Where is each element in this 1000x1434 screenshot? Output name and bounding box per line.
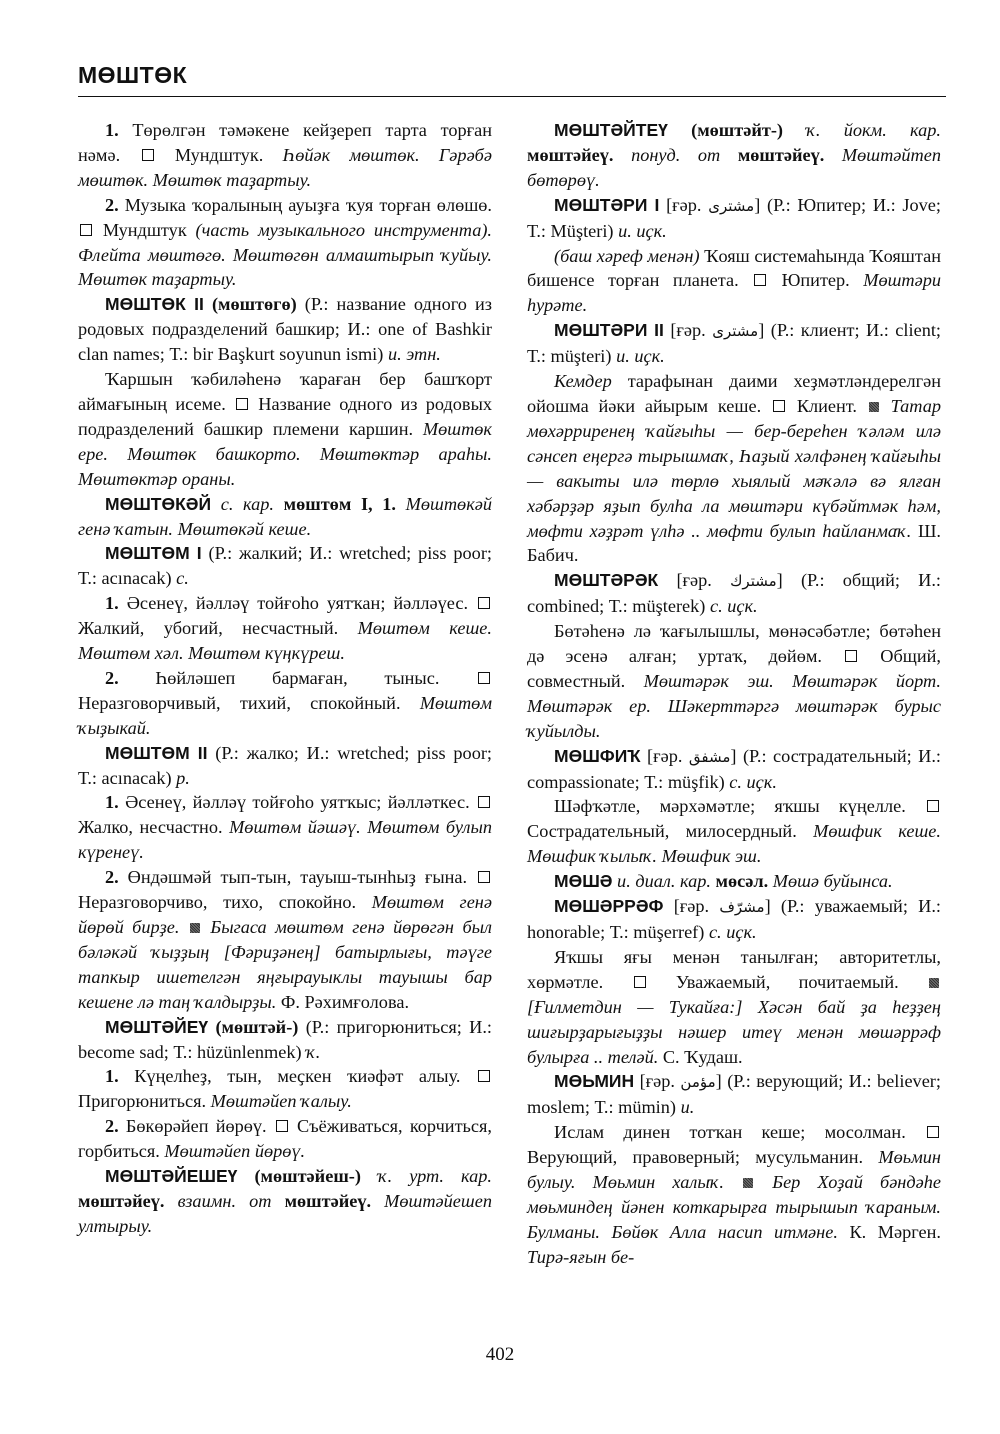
literary-example-marker-icon — [743, 1178, 753, 1188]
headword-entry: МӨШТӨМ I (Р.: жалкий; И.: wretched; piss poor; Т.: acınacak) с. — [78, 543, 492, 589]
russian-equivalent-marker-icon — [236, 398, 248, 410]
russian-equivalent-marker-icon — [478, 796, 490, 808]
headword: МӨШТӨК II — [105, 294, 204, 315]
entry-paragraph: Шәфҡәтле, мәрхәмәтле; яҡшы күңелле. Сострадательный, милосердный. Мөшфик кеше. Мөшфик ҡылыҡ. Мөшфик эш. — [527, 796, 941, 867]
russian-equivalent-marker-icon — [80, 224, 92, 236]
entry-paragraph: 1. Күңелһеҙ, тын, меҫкен ҡиәфәт алыу. Пригорюниться. Мөштәйеп ҡалыу. — [78, 1064, 492, 1114]
headword-entry: МӨШТӘРИ I [ғәр. مشترى] (Р.: Юпитер; И.: Jove; Т.: Müşteri) и. иҫк. — [527, 194, 941, 241]
headword: МӨШТӨКӘЙ — [105, 493, 212, 514]
entry-paragraph: 2. Музыка ҡоралының ауыҙға ҡуя торған өлөшө. Мундштук (часть музыкального инструмента). Флейта мөштөгө. Мөштөгөн алмаштырып ҡуйыу. Мөштөк таҙартыу. — [78, 194, 492, 290]
entry-paragraph: (баш хәреф менән) Ҡояш системаһында Ҡояштан бишенсе торған планета. Юпитер. Мөштәри һурәте. — [527, 245, 941, 316]
arabic-etymon: مشترى — [708, 196, 755, 215]
headword: МӨШӘ — [554, 871, 613, 892]
arabic-etymon: مشترك — [730, 572, 777, 591]
entry-paragraph: Кемдер тарафынан даими хеҙмәтләндерелгән ойошма йәки айырым кеше. Клиент. Татар мөхәрриренең ҡайғыһы — бер-береһен ҡәләм илә сәнсеп еңергә тырышмаҡ, Һаҙый хәлфәнең ҡайғыһы — вакыты илә төрлө хыялый мәҡәлә вә ялған хәбәрҙәр яҙып булһа ла мөштәри күбәйтмәк һәм, мөфти хәҙрәт үлһә .. мөфти булып һайланмаҡ. Ш. Бабич. — [527, 371, 942, 566]
headword-entry: МӨШӘ и. диал. кар. мөсәл. Мөшә буйынса. — [554, 871, 893, 892]
headword: МӨЬМИН — [554, 1071, 635, 1092]
russian-equivalent-marker-icon — [754, 274, 766, 286]
left-column — [78, 118, 492, 1239]
page-number: 402 — [485, 1344, 515, 1365]
russian-equivalent-marker-icon — [634, 976, 646, 988]
headword: МӨШТӘРИ II — [554, 320, 664, 341]
entry-paragraph: 2. Һөйләшеп бармаған, тыныс. Неразговорчивый, тихий, спокойный. Мөштөм ҡыҙыкай. — [78, 667, 492, 738]
arabic-etymon: مشفق — [688, 747, 731, 766]
russian-equivalent-marker-icon — [927, 800, 939, 812]
literary-example-marker-icon — [929, 978, 939, 988]
entry-paragraph: 1. Әсенеү, йәлләү тойғоһо уятҡан; йәлләүес. Жалкий, убогий, несчастный. Мөштөм кеше. Мөштөм хәл. Мөштөм күңкүреш. — [78, 593, 492, 664]
russian-equivalent-marker-icon — [478, 672, 490, 684]
headword: МӨШТӨМ I — [105, 543, 202, 564]
arabic-etymon: مؤمن — [680, 1073, 716, 1092]
headword: МӨШТӘЙЕШЕҮ — [105, 1166, 238, 1187]
literary-example-marker-icon — [190, 923, 200, 933]
arabic-etymon: مشترى — [712, 322, 759, 341]
russian-equivalent-marker-icon — [142, 149, 154, 161]
entry-paragraph: Ҡаршын ҡәбиләһенә ҡараған бер башҡорт аймағының исеме. Название одного из родовых подразделений башкир племени каршин. Мөштөк ере. Мөштөк башкорто. Мөштөктәр араһы. Мөштөктәр ораны. — [78, 369, 492, 489]
entry-paragraph: 2. Өндәшмәй тып-тын, тауыш-тынһыҙ ғына. Неразговорчиво, тихо, спокойно. Мөштөм генә йөрөй бирҙе. Быгаса мөштөм генә йөрөгән был бәләкәй ҡыҙҙың [Фәриҙәнең] батырлығы, тәүге тапкыр ишетелгән яңғырауыклы тауышы бар кешене лә таң ҡалдырҙы. Ф. Рәхимғолова. — [78, 867, 492, 1012]
headword: МӨШӘРРӘФ — [554, 896, 664, 917]
running-head: МӨШТӨК — [78, 62, 188, 88]
headword-entry: МӨШТӘЙТЕҮ (мөштәйт-) ҡ. йокм. кар. мөштәйеү. понуд. от мөштәйеү. Мөштәйтеп бөтөрөү. — [527, 120, 942, 190]
right-column — [527, 118, 941, 1270]
entry-paragraph: Бөтәһенә лә ҡағылышлы, мөнәсәбәтле; бөтәһен дә эсенә алған; уртаҡ, дөйөм. Общий, совместный. Мөштәрәк эш. Мөштәрәк йорт. Мөштәрәк ер. Шәкерттәргә мөштәрәк бурыс ҡуйылды. — [527, 621, 942, 741]
russian-equivalent-marker-icon — [773, 400, 785, 412]
headword: МӨШТӨМ II — [105, 742, 208, 763]
headword: МӨШТӘЙЕҮ — [105, 1016, 209, 1037]
entry-paragraph: Яҡшы яғы менән танылған; авторитетлы, хөрмәтле. Уважаемый, почитаемый. [Ғилметдин — Тукайға:] Хәсән бай ҙа һеҙҙең шиғырҙарығыҙҙы нәшер итеү менән мөшәррәф булырға .. теләй. С. Ҡудаш. — [527, 946, 941, 1067]
headword: МӨШФИҠ — [554, 745, 641, 766]
russian-equivalent-marker-icon — [927, 1126, 939, 1138]
russian-equivalent-marker-icon — [276, 1120, 288, 1132]
russian-equivalent-marker-icon — [478, 871, 490, 883]
headword: МӨШТӘРӘК — [554, 570, 659, 591]
russian-equivalent-marker-icon — [478, 597, 490, 609]
headword-entry: МӨШТӘРИ II [ғәр. مشترى] (Р.: клиент; И.: client; Т.: müşteri) и. иҫк. — [527, 320, 941, 367]
headword: МӨШТӘРИ I — [554, 194, 660, 215]
headword-entry: МӨШТӘЙЕШЕҮ (мөштәйеш-) ҡ. урт. кар. мөштәйеү. взаимн. от мөштәйеү. Мөштәйешеп ултырыу. — [78, 1166, 492, 1236]
headword-entry: МӨЬМИН [ғәр. مؤمن] (Р.: верующий; И.: believer; moslem; Т.: mümin) и. — [527, 1071, 941, 1118]
arabic-etymon: مشرّف — [719, 898, 765, 917]
headword-entry: МӨШФИҠ [ғәр. مشفق] (Р.: сострадательный; И.: compassionate; Т.: müşfik) с. иҫк. — [527, 745, 941, 792]
headword-entry: МӨШТӨМ II (Р.: жалко; И.: wretched; piss poor; Т.: acınacak) р. — [78, 742, 492, 788]
literary-example-marker-icon — [869, 402, 879, 412]
header-rule — [78, 96, 946, 97]
headword-entry: МӨШӘРРӘФ [ғәр. مشرّف] (Р.: уважаемый; И.: honorable; Т.: müşerref) с. иҫк. — [527, 896, 941, 942]
russian-equivalent-marker-icon — [845, 650, 857, 662]
headword-entry: МӨШТӘЙЕҮ (мөштәй-) (Р.: пригорюниться; И.: become sad; Т.: hüzünlenmek) ҡ. — [78, 1016, 492, 1062]
entry-paragraph: Ислам динен тотҡан кеше; мосолман. Верующий, правоверный; мусульманин. Мөьмин булыу. Мөьмин халыҡ. Бер Хоҙай бәндәһе мөьминдең йәнен коткарырға тырышып ҡараным. Булманы. Бөйөк Алла насип итмәне. К. Мәрген. Тирә-яғын бе- — [527, 1122, 942, 1267]
entry-paragraph: 1. Төрөлгән тәмәкене кейҙереп тарта торған нәмә. Мундштук. Һөйәк мөштөк. Гәрәбә мөштөк. Мөштөк таҙартыу. — [78, 120, 492, 190]
entry-paragraph: 2. Бөкөрәйеп йөрөү. Съёживаться, корчиться, горбиться. Мөштәйеп йөрөү. — [78, 1116, 492, 1162]
russian-equivalent-marker-icon — [478, 1070, 490, 1082]
headword-entry: МӨШТӘРӘК [ғәр. مشترك] (Р.: общий; И.: combined; Т.: müşterek) с. иҫк. — [527, 570, 941, 617]
headword: МӨШТӘЙТЕҮ — [554, 120, 668, 140]
entry-paragraph: 1. Әсенеү, йәлләү тойғоһо уятҡыс; йәлләткес. Жалко, несчастно. Мөштөм йәшәү. Мөштөм булып күренеү. — [78, 792, 492, 863]
headword-entry: МӨШТӨКӘЙ с. кар. мөштөм I, 1. Мөштөкәй генә ҡатын. Мөштөкәй кеше. — [78, 493, 492, 539]
headword-entry: МӨШТӨК II (мөштөгө) (Р.: название одного из родовых подразделений башкир; И.: one of Bashkir clan names; Т.: bir Başkurt soyunun ismi) и. этн. — [78, 294, 492, 365]
